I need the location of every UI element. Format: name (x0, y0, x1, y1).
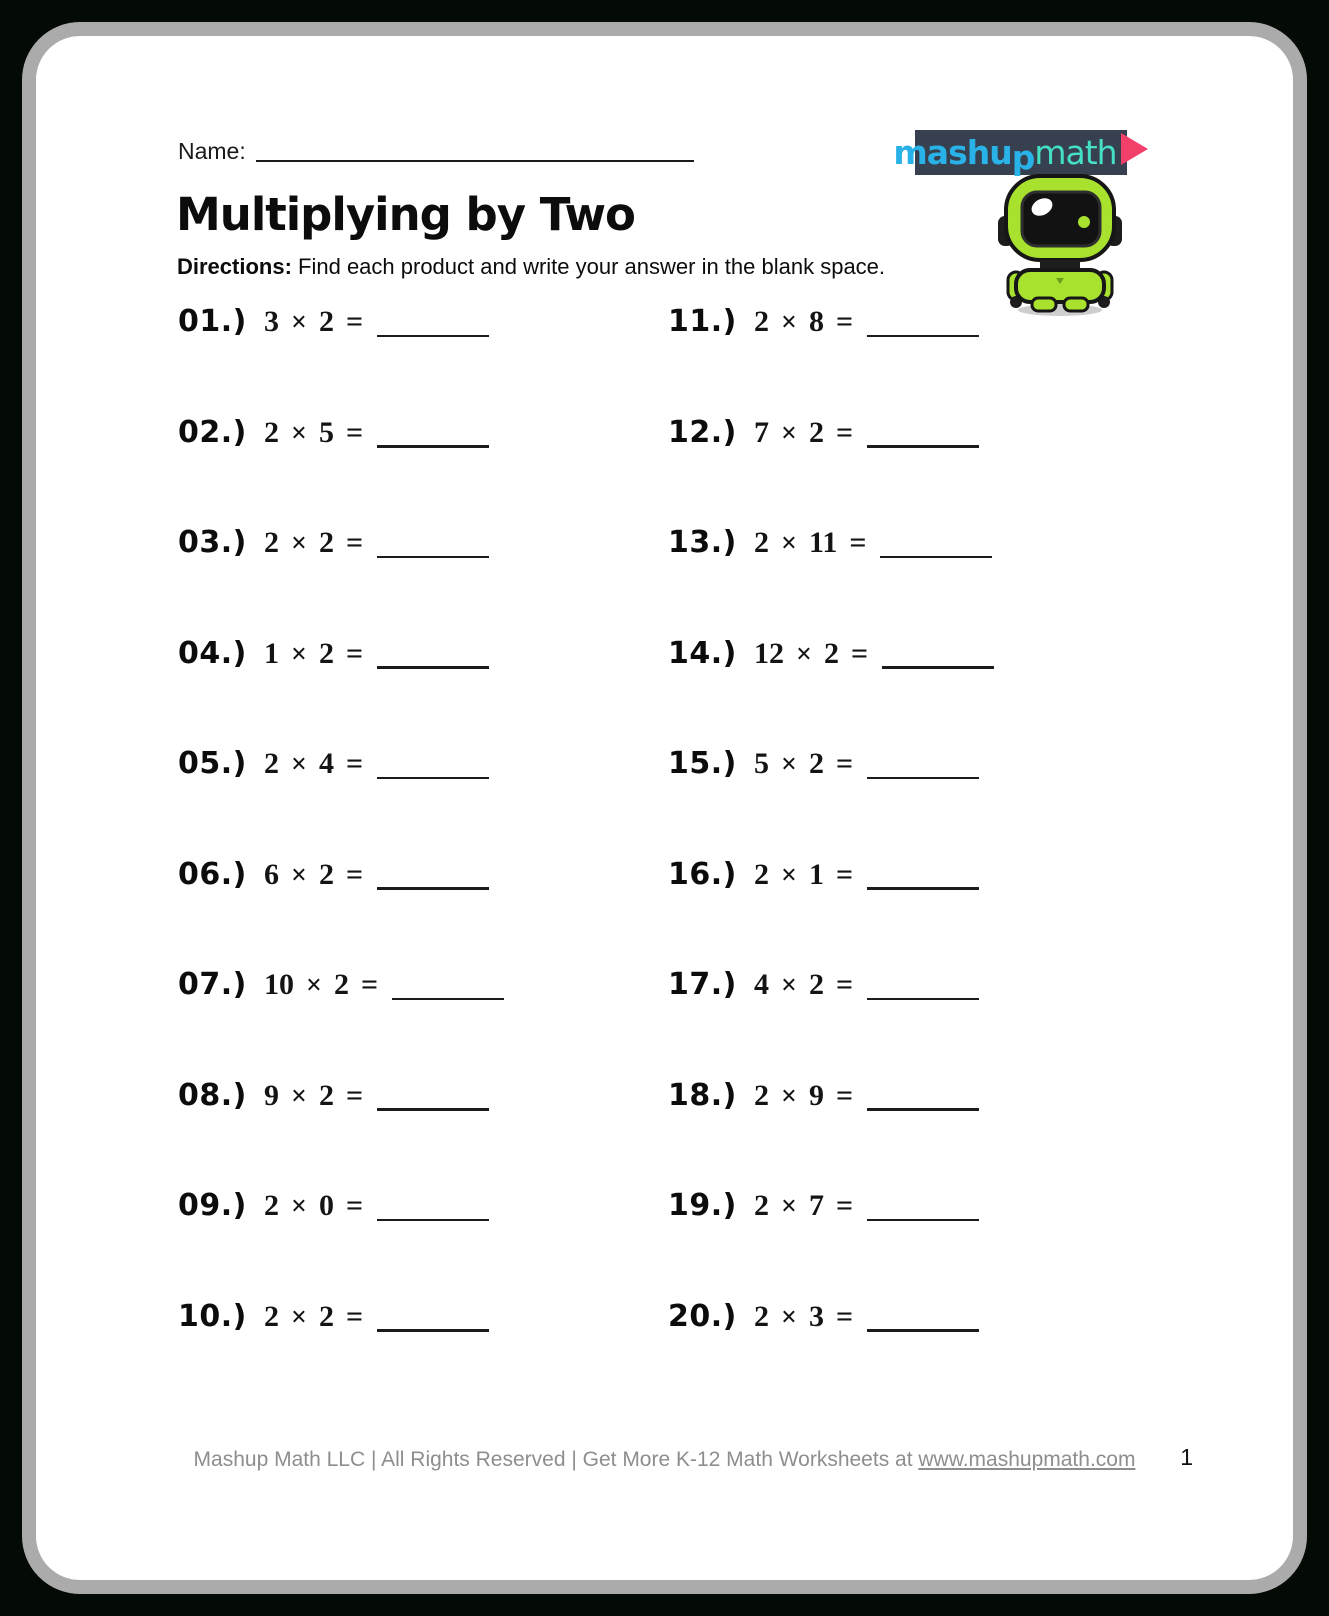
logo-text-p: p (1011, 138, 1035, 177)
problem-number: 12.) (668, 414, 737, 450)
problem-expression (754, 1189, 979, 1223)
multiply-sign: × (781, 1301, 797, 1333)
problem-expression (754, 1300, 979, 1334)
factor-a: 2 (754, 526, 769, 559)
name-label: Name: (178, 138, 246, 164)
problem-expression (754, 305, 979, 339)
mashupmath-logo (893, 130, 1127, 177)
answer-blank[interactable] (867, 445, 979, 448)
problem-number: 19.) (668, 1188, 737, 1223)
problem-row (178, 304, 668, 415)
problem-number: 11.) (668, 304, 737, 339)
multiply-sign: × (781, 307, 797, 338)
answer-blank[interactable] (377, 777, 489, 780)
answer-blank[interactable] (377, 887, 489, 890)
answer-blank[interactable] (392, 998, 504, 1001)
factor-b: 1 (808, 857, 824, 891)
factor-b: 11 (808, 526, 838, 559)
equals-sign: = (835, 415, 854, 449)
problem-expression (754, 526, 992, 560)
answer-blank[interactable] (880, 556, 992, 559)
equals-sign: = (345, 526, 364, 559)
factor-b: 2 (318, 857, 334, 891)
factor-a: 2 (264, 415, 279, 449)
equals-sign: = (360, 968, 379, 1001)
problem-number: 17.) (668, 967, 737, 1002)
problem-expression (754, 968, 979, 1002)
factor-a: 3 (264, 305, 279, 338)
answer-blank[interactable] (867, 777, 979, 780)
answer-blank[interactable] (377, 1108, 489, 1111)
factor-b: 2 (318, 1299, 334, 1333)
problem-expression (264, 858, 489, 892)
problem-number: 20.) (668, 1298, 737, 1334)
equals-sign: = (849, 526, 867, 559)
multiply-sign: × (291, 528, 307, 559)
equals-sign: = (835, 1189, 854, 1222)
play-icon (1119, 132, 1149, 166)
problem-number: 03.) (178, 525, 247, 560)
factor-a: 2 (264, 1189, 279, 1222)
directions-label: Directions: (177, 254, 292, 279)
equals-sign: = (345, 857, 364, 891)
problem-expression (264, 747, 489, 781)
problem-expression (264, 526, 489, 560)
answer-blank[interactable] (867, 1219, 979, 1222)
factor-b: 4 (318, 747, 334, 780)
problem-number: 10.) (178, 1298, 247, 1334)
problem-expression (264, 1189, 489, 1223)
problem-row (178, 636, 668, 747)
footer-text: Mashup Math LLC | All Rights Reserved | Get More K-12 Math Worksheets at (193, 1448, 919, 1471)
problem-row (668, 857, 1158, 968)
factor-a: 1 (264, 636, 279, 670)
name-input-line[interactable] (256, 160, 694, 162)
equals-sign: = (835, 1299, 854, 1333)
equals-sign: = (850, 636, 869, 670)
multiply-sign: × (291, 749, 307, 780)
factor-b: 2 (808, 415, 824, 449)
page-number: 1 (1180, 1444, 1193, 1470)
multiply-sign: × (781, 749, 797, 780)
factor-b: 2 (318, 305, 334, 338)
problem-expression (264, 416, 489, 450)
equals-sign: = (345, 1299, 364, 1333)
factor-a: 12 (754, 636, 784, 670)
problem-row (178, 525, 668, 636)
equals-sign: = (835, 1078, 854, 1112)
multiply-sign: × (781, 417, 797, 449)
multiply-sign: × (306, 970, 322, 1001)
equals-sign: = (345, 305, 364, 338)
problem-row (668, 636, 1158, 747)
footer (36, 1448, 1293, 1472)
problem-row (668, 525, 1158, 636)
problem-number: 04.) (178, 635, 247, 671)
problem-number: 15.) (668, 746, 737, 781)
name-row (178, 138, 694, 165)
problem-expression (754, 858, 979, 892)
problem-expression (264, 305, 489, 339)
problem-row (668, 415, 1158, 526)
multiply-sign: × (291, 307, 307, 338)
answer-blank[interactable] (882, 666, 994, 669)
factor-a: 2 (264, 1299, 279, 1333)
problem-row (668, 1188, 1158, 1299)
answer-blank[interactable] (377, 1219, 489, 1222)
multiply-sign: × (291, 1301, 307, 1333)
problem-number: 16.) (668, 856, 737, 892)
problem-expression (264, 637, 489, 671)
factor-b: 2 (333, 968, 349, 1001)
problem-row (668, 1299, 1158, 1410)
multiply-sign: × (291, 1080, 307, 1112)
problem-row (668, 304, 1158, 415)
answer-blank[interactable] (377, 556, 489, 559)
multiply-sign: × (781, 970, 797, 1001)
factor-b: 2 (808, 968, 824, 1001)
problem-number: 09.) (178, 1188, 247, 1223)
factor-a: 9 (264, 1078, 279, 1112)
page-title: Multiplying by Two (176, 188, 635, 241)
multiply-sign: × (291, 417, 307, 449)
problem-expression (264, 968, 504, 1002)
multiply-sign: × (291, 859, 307, 891)
multiply-sign: × (291, 1191, 307, 1222)
problem-number: 18.) (668, 1077, 737, 1113)
answer-blank[interactable] (867, 335, 979, 338)
equals-sign: = (835, 747, 854, 780)
problems-left-column (178, 304, 668, 1409)
factor-a: 10 (264, 968, 294, 1001)
factor-b: 7 (808, 1189, 824, 1222)
equals-sign: = (835, 968, 854, 1001)
problem-row (178, 857, 668, 968)
answer-blank[interactable] (867, 887, 979, 890)
factor-b: 0 (318, 1189, 334, 1222)
problem-expression (754, 1079, 979, 1113)
logo-wordmark (893, 130, 1148, 175)
factor-b: 5 (318, 415, 334, 449)
equals-sign: = (835, 857, 854, 891)
multiply-sign: × (781, 528, 797, 559)
answer-blank[interactable] (867, 1108, 979, 1111)
problem-row (178, 1299, 668, 1410)
factor-a: 4 (754, 968, 769, 1001)
worksheet-page (22, 22, 1307, 1594)
factor-a: 2 (754, 1189, 769, 1222)
problem-number: 02.) (178, 414, 247, 450)
factor-b: 2 (318, 1078, 334, 1112)
problem-row (178, 1188, 668, 1299)
factor-b: 8 (808, 305, 824, 338)
factor-a: 6 (264, 857, 279, 891)
problem-row (178, 967, 668, 1078)
factor-b: 2 (823, 636, 839, 670)
problem-row (668, 1078, 1158, 1189)
factor-a: 2 (264, 747, 279, 780)
problem-number: 13.) (668, 525, 737, 560)
factor-a: 2 (754, 857, 769, 891)
problem-number: 07.) (178, 967, 247, 1002)
multiply-sign: × (781, 1080, 797, 1112)
problem-expression (754, 637, 994, 671)
answer-blank[interactable] (377, 335, 489, 338)
problem-row (178, 415, 668, 526)
multiply-sign: × (796, 638, 812, 670)
problem-number: 06.) (178, 856, 247, 892)
problems-right-column (668, 304, 1158, 1409)
factor-b: 9 (808, 1078, 824, 1112)
equals-sign: = (345, 415, 364, 449)
multiply-sign: × (781, 859, 797, 891)
answer-blank[interactable] (377, 666, 489, 669)
problem-expression (754, 416, 979, 450)
footer-link[interactable]: www.mashupmath.com (918, 1448, 1136, 1471)
factor-b: 2 (318, 526, 334, 559)
problem-number: 01.) (178, 304, 247, 339)
answer-blank[interactable] (377, 1329, 489, 1332)
factor-a: 2 (754, 1078, 769, 1112)
factor-a: 2 (754, 305, 769, 338)
problem-expression (264, 1300, 489, 1334)
equals-sign: = (345, 636, 364, 670)
equals-sign: = (835, 305, 854, 338)
problem-number: 08.) (178, 1077, 247, 1113)
problem-number: 14.) (668, 635, 737, 671)
factor-b: 2 (808, 747, 824, 780)
equals-sign: = (345, 1078, 364, 1112)
answer-blank[interactable] (377, 445, 489, 448)
equals-sign: = (345, 1189, 364, 1222)
factor-b: 2 (318, 636, 334, 670)
directions (177, 254, 885, 280)
problem-row (668, 967, 1158, 1078)
logo-text-mashu: mashu (893, 133, 1012, 172)
problem-row (178, 1078, 668, 1189)
multiply-sign: × (291, 638, 307, 670)
problems-grid (178, 304, 1258, 1409)
problem-expression (264, 1079, 489, 1113)
factor-b: 3 (808, 1299, 824, 1333)
problem-expression (754, 747, 979, 781)
answer-blank[interactable] (867, 1329, 979, 1332)
problem-row (668, 746, 1158, 857)
factor-a: 5 (754, 747, 769, 780)
directions-text: Find each product and write your answer in the blank space. (291, 254, 886, 279)
robot-mascot-icon (996, 174, 1124, 318)
problem-number: 05.) (178, 746, 247, 781)
equals-sign: = (345, 747, 364, 780)
multiply-sign: × (781, 1191, 797, 1222)
factor-a: 2 (264, 526, 279, 559)
factor-a: 7 (754, 415, 769, 449)
answer-blank[interactable] (867, 998, 979, 1001)
problem-row (178, 746, 668, 857)
factor-a: 2 (754, 1299, 769, 1333)
logo-text-math: math (1034, 133, 1117, 172)
